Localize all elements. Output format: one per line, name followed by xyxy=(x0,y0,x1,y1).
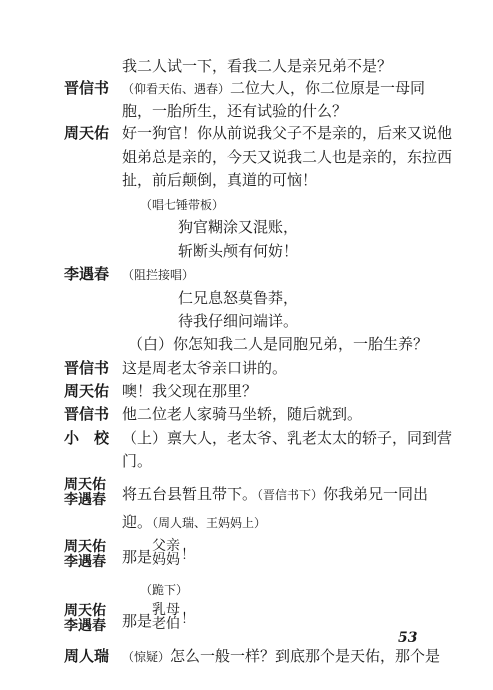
speaker-name: 周天佑 xyxy=(64,539,106,555)
verse-line: 待我仔细问端详。 xyxy=(178,312,299,330)
text-line: 我二人试一下，看我二人是亲兄弟不是？ xyxy=(122,57,393,75)
exclamation: ！ xyxy=(181,547,195,563)
text-line: 噢！我父现在那里？ xyxy=(122,382,258,400)
speaker-name: 小 校 xyxy=(64,429,110,447)
verse-line: 斩断头颅有何妨！ xyxy=(178,242,299,260)
text-line: 这是周老太爷亲口讲的。 xyxy=(122,359,288,377)
stage-direction: （仰看天佑、遇春） xyxy=(122,82,231,96)
text-line: 扯，前后颠倒，真道的可恼！ xyxy=(122,171,318,189)
stage-direction: （阻拦接唱） xyxy=(122,268,195,282)
speaker-name: 晋信书 xyxy=(64,405,110,423)
page-number: 53 xyxy=(398,630,418,646)
text-line: 胞，一胎所生，还有试验的什么？ xyxy=(122,102,348,120)
stacked-word: 乳母 xyxy=(152,602,180,618)
speaker-name: 李遇春 xyxy=(64,618,106,634)
speaker-name: 周人瑞 xyxy=(64,647,110,665)
text-line: 那是 xyxy=(122,548,153,566)
speaker-name: 周天佑 xyxy=(64,382,110,400)
stacked-word: 父亲 xyxy=(152,538,180,554)
stage-direction: （白） xyxy=(128,335,174,353)
dialogue: 二位大人，你二位原是一母同 xyxy=(230,79,426,97)
text-line xyxy=(122,513,266,532)
stacked-word: 妈妈 xyxy=(152,552,180,568)
stage-direction: （上） xyxy=(122,429,168,447)
dialogue: 将五台县暂且带下。 xyxy=(122,485,258,503)
text-line: 姐弟总是亲的，今天又说我二人也是亲的，东拉西 xyxy=(122,148,453,166)
dialogue: 你我弟兄一同出 xyxy=(323,485,429,503)
text-line: 好一狗官！你从前说我父子不是亲的，后来又说他 xyxy=(122,124,453,142)
stage-direction: （唱七锤带板） xyxy=(140,198,225,212)
dialogue: 迎。 xyxy=(122,513,153,531)
stage-direction: （跪下） xyxy=(140,583,189,597)
stage-direction: （周人瑞、王妈妈上） xyxy=(152,516,267,530)
text-line xyxy=(122,79,425,98)
dialogue: 禀大人，老太爷、乳老太太的轿子，同到营 xyxy=(167,429,453,447)
stacked-word: 老伯 xyxy=(152,616,180,632)
text-line: 门。 xyxy=(122,452,153,470)
text-line xyxy=(128,335,428,353)
text-line: 那是 xyxy=(122,612,153,630)
verse-line: 狗官糊涂又混账， xyxy=(178,218,299,236)
speaker-name: 晋信书 xyxy=(64,359,110,377)
speaker-name: 李遇春 xyxy=(64,554,106,570)
text-line xyxy=(122,647,440,666)
speaker-name: 周天佑 xyxy=(64,124,110,142)
exclamation: ！ xyxy=(181,611,195,627)
text-line xyxy=(122,485,428,504)
text-line: 他二位老人家骑马坐轿，随后就到。 xyxy=(122,405,363,423)
text-line xyxy=(122,429,452,447)
dialogue: 怎么一般一样？到底那个是天佑，那个是 xyxy=(170,647,441,665)
speaker-name: 周天佑 xyxy=(64,477,106,493)
speaker-name: 李遇春 xyxy=(64,492,106,508)
speaker-name: 李遇春 xyxy=(64,265,110,283)
stage-direction: （晋信书下） xyxy=(257,488,324,502)
speaker-name: 晋信书 xyxy=(64,79,110,97)
dialogue: 你怎知我二人是同胞兄弟，一胎生养？ xyxy=(173,335,429,353)
verse-line: 仁兄息怒莫鲁莽， xyxy=(178,289,299,307)
speaker-name: 周天佑 xyxy=(64,603,106,619)
stage-direction: （惊疑） xyxy=(122,650,171,664)
